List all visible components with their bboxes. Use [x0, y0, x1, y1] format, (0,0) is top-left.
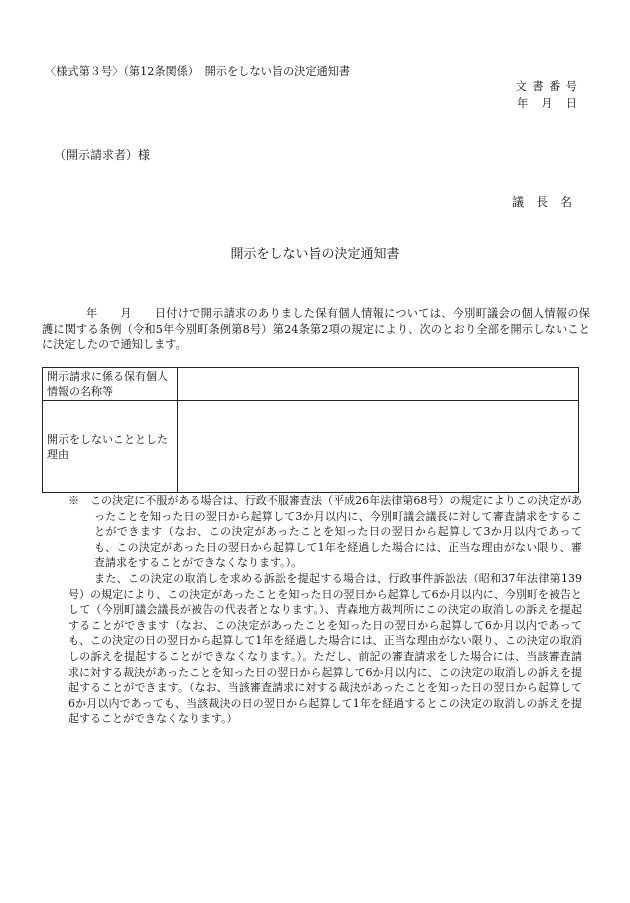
appeal-note: ※ この決定に不服がある場合は、行政不服審査法（平成26年法律第68号）の規定によりこの決定があったことを知った日の翌日から起算して3か月以内に、今別町議会議長に対して審査請求をすることができます（なお、この決定があったことを知った日の翌日から起算して3か月以内であっても、この決定があった日の翌日から起算して1年を経過した場合には、正当な理由がない限り、審査請求をすることができなくなります。）。	[68, 494, 582, 570]
info-name-label: 開示請求に係る保有個人情報の名称等	[43, 368, 178, 401]
table-row	[43, 368, 579, 401]
lawsuit-note: また、この決定の取消しを求める訴訟を提起する場合は、行政事件訴訟法（昭和37年法律第139号）の規定により、この決定があったことを知った日の翌日から起算して6か月以内に、今別町を被告として（今別町議会議長が被告の代表者となります。）、青森地方裁判所にこの決定の取消しの訴えを提起することができます（なお、この決定があったことを知った日の翌日から起算して6か月以内であっても、この決定の日の翌日から起算して1年を経過した場合には、正当な理由がない限り、この決定の取消しの訴えを提起することができなくなります。）。ただし、前記の審査請求をした場合には、当該審査請求に対する裁決があったことを知った日の翌日から起算して6か月以内に、この決定の取消しの訴えを提起することができます。（なお、当該審査請求に対する裁決があったことを知った日の翌日から起算して6か月以内であっても、当該裁決の日の翌日から起算して1年を経過するとこの決定の取消しの訴えを提起することができなくなります。）	[68, 571, 582, 726]
reason-label: 開示をしないこととした理由	[43, 401, 178, 493]
addressee: （開示請求者）様	[54, 148, 151, 162]
form-label: 〈様式第３号〉（第12条関係） 開示をしない旨の決定通知書	[45, 65, 351, 78]
document-date-label: 年 月 日	[517, 97, 578, 110]
notes-section	[60, 493, 582, 727]
document-number-label: 文 書 番 号	[515, 80, 578, 93]
intro-paragraph: 年 月 日付けで開示請求のありました保有個人情報については、今別町議会の個人情報の保護に関する条例（令和5年今別町条例第8号）第24条第2項の規定により、次のとおり全部を開示しないことに決定したので通知します。	[42, 307, 590, 352]
document-title: 開示をしない旨の決定通知書	[230, 247, 400, 262]
table-row	[43, 401, 579, 493]
info-name-value	[178, 368, 579, 401]
disclosure-form-table	[42, 367, 579, 493]
sender-name: 議 長 名	[511, 195, 572, 209]
reason-value	[178, 401, 579, 493]
